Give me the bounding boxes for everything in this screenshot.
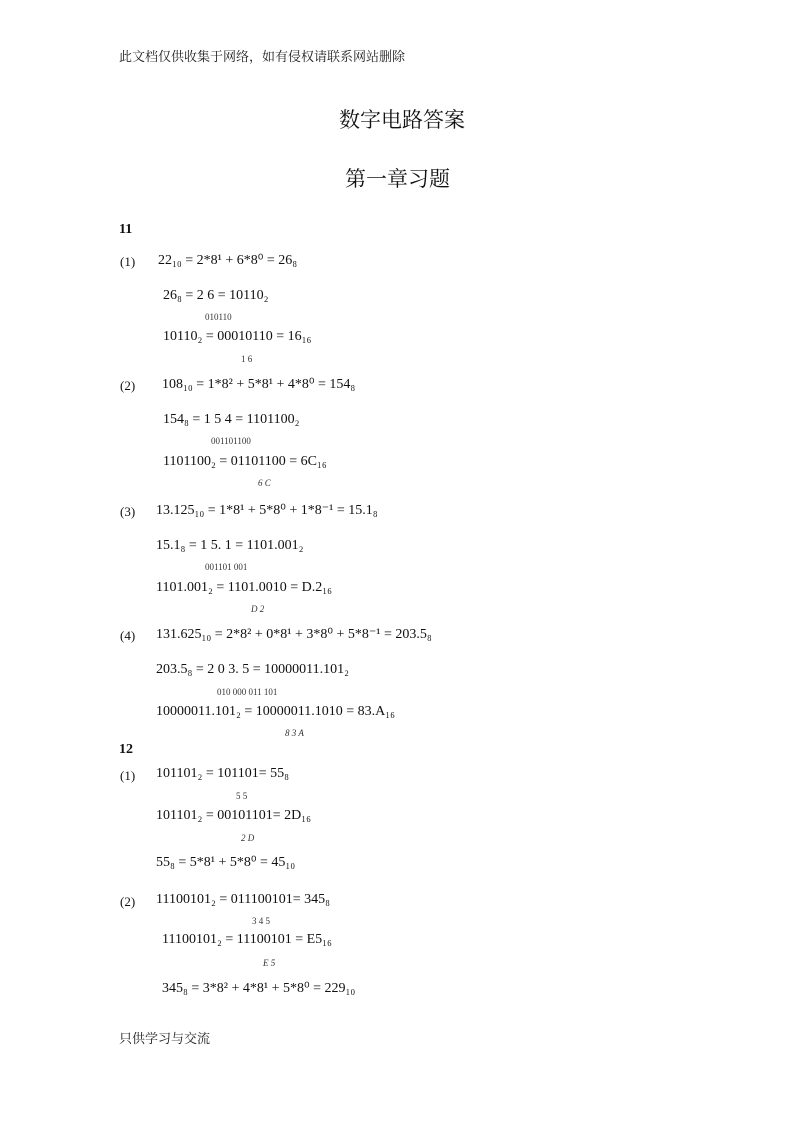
note: 1 6 bbox=[241, 354, 253, 364]
equation: 10110₂ = 00010110 = 16₁₆ bbox=[163, 329, 312, 344]
problem-label: (1) bbox=[120, 768, 136, 783]
note: 010110 bbox=[205, 312, 232, 322]
equation: 15.1₈ = 1 5. 1 = 1101.001₂ bbox=[156, 538, 304, 553]
equation: 26₈ = 2 6 = 10110₂ bbox=[163, 288, 269, 303]
note: 001101 001 bbox=[205, 562, 248, 572]
equation: 108₁₀ = 1*8² + 5*8¹ + 4*8⁰ = 154₈ bbox=[162, 377, 356, 392]
problem-label: (4) bbox=[120, 628, 136, 643]
note: D 2 bbox=[251, 604, 265, 614]
equation: 1101100₂ = 01101100 = 6C₁₆ bbox=[163, 454, 327, 469]
page-title: 数字电路答案 bbox=[339, 108, 465, 132]
equation: 11100101₂ = 11100101 = E5₁₆ bbox=[162, 932, 332, 947]
note: 6 C bbox=[258, 478, 271, 488]
note: E 5 bbox=[263, 958, 276, 968]
problem-label: (2) bbox=[120, 378, 136, 393]
equation: 55₈ = 5*8¹ + 5*8⁰ = 45₁₀ bbox=[156, 855, 296, 870]
section-number: 11 bbox=[119, 222, 133, 237]
equation: 101101₂ = 00101101= 2D₁₆ bbox=[156, 808, 312, 823]
equation: 1101.001₂ = 1101.0010 = D.2₁₆ bbox=[156, 580, 333, 595]
section-number: 12 bbox=[119, 742, 133, 757]
note: 3 4 5 bbox=[252, 916, 270, 926]
problem-label: (3) bbox=[120, 504, 136, 519]
note: 010 000 011 101 bbox=[217, 687, 278, 697]
equation: 203.5₈ = 2 0 3. 5 = 10000011.101₂ bbox=[156, 662, 350, 677]
chapter-title: 第一章习题 bbox=[345, 167, 450, 191]
equation: 131.625₁₀ = 2*8² + 0*8¹ + 3*8⁰ + 5*8⁻¹ = 203.5₈ bbox=[156, 627, 432, 642]
equation: 101101₂ = 101101= 55₈ bbox=[156, 766, 290, 781]
equation: 13.125₁₀ = 1*8¹ + 5*8⁰ + 1*8⁻¹ = 15.1₈ bbox=[156, 503, 378, 518]
equation: 22₁₀ = 2*8¹ + 6*8⁰ = 26₈ bbox=[158, 253, 298, 268]
equation: 11100101₂ = 011100101= 345₈ bbox=[156, 892, 330, 907]
note: 2 D bbox=[241, 833, 255, 843]
note: 5 5 bbox=[236, 791, 248, 801]
footer-note: 只供学习与交流 bbox=[119, 1032, 211, 1047]
equation: 154₈ = 1 5 4 = 1101100₂ bbox=[163, 412, 300, 427]
problem-label: (1) bbox=[120, 254, 136, 269]
equation: 10000011.101₂ = 10000011.1010 = 83.A₁₆ bbox=[156, 704, 396, 719]
equation: 345₈ = 3*8² + 4*8¹ + 5*8⁰ = 229₁₀ bbox=[162, 981, 356, 996]
note: 001101100 bbox=[211, 436, 251, 446]
problem-label: (2) bbox=[120, 894, 136, 909]
header-note: 此文档仅供收集于网络，如有侵权请联系网站删除 bbox=[119, 50, 406, 65]
note: 8 3 A bbox=[285, 728, 304, 738]
